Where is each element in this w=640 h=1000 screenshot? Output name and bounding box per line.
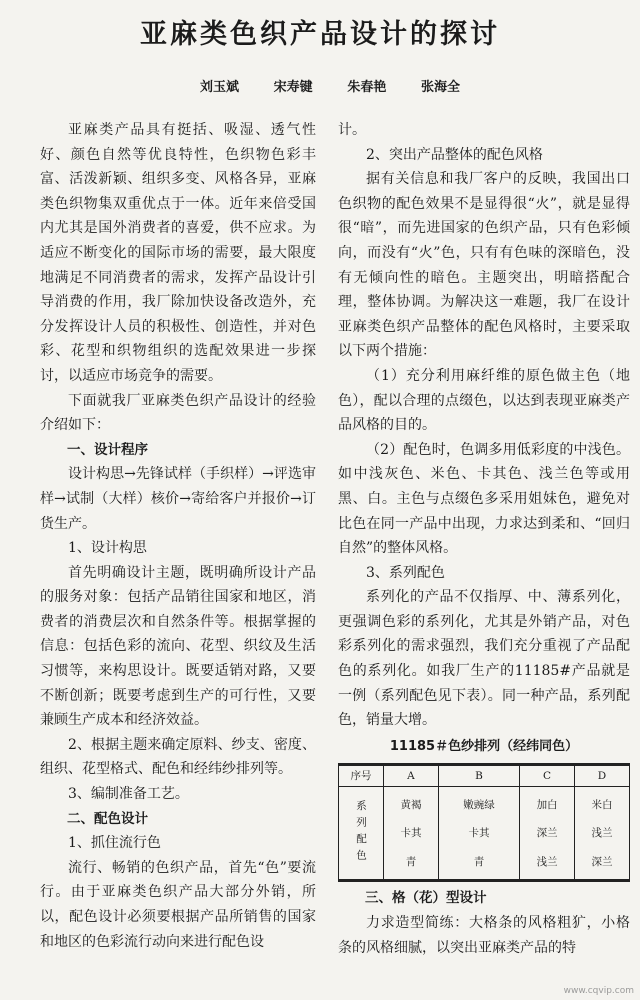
article-title: 亚麻类色织产品设计的探讨 (140, 19, 500, 50)
author-list (200, 76, 460, 95)
paragraph: 2、突出产品整体的配色风格 (366, 146, 543, 163)
paragraph: 据有关信息和我厂客户的反映，我国出口色织物的配色效果不是显得很“火”，就是显得很“暗”，而先进国家的色织产品，只有色彩倾向，而没有“火”色，只有有色味的深暗色，没有无倾向性的暗色。主题突出，明暗搭配合理，整体协调。为解决这一难题，我厂在设计亚麻类色织产品整体的配色风格时，主要采取以下两个措施： (338, 171, 630, 360)
paragraph: 亚麻类产品具有挺括、吸湿、透气性好、颜色自然等优良特性，色织物色彩丰富、活泼新颖、组织多变、风格各异，亚麻类色织物集双重优点于一体。近年来倍受国内尤其是国外消费者的喜爱，供不应求。为适应不断变化的国际市场的需要，最大限度地满足不同消费者的需求，发挥产品设计引导消费的作用，我厂除加快设备改造外，充分发挥设计人员的积极性、创造性，并对色彩、花型和织物组织的选配效果进一步探讨，以适应市场竞争的需要。 (40, 122, 316, 384)
table-row (339, 787, 630, 880)
paragraph: 首先明确设计主题，既明确所设计产品的服务对象：包括产品销往国家和地区，消费者的消费层次和自然条件等。根据掌握的信息：包括色彩的流向、花型、织纹及生活习惯等，来构思设计。既要适销对路，又要不断创新；既要考虑到生产的可行性，又要兼顾生产成本和经济效益。 (40, 564, 316, 729)
paragraph: （2）配色时，色调多用低彩度的中浅色。如中浅灰色、米色、卡其色、浅兰色等或用黑、白。主色与点缀色多采用姐妹色，避免对比色在同一产品中出现，力求达到柔和、“回归自然”的整体风格。 (338, 441, 630, 557)
left-column (40, 118, 316, 954)
table-cell: 加白 (536, 798, 558, 811)
paragraph: 系列化的产品不仅指厚、中、薄系列化，更强调色彩的系列化，尤其是外销产品，对色彩系列化的需求强烈，我们充分重视了产品配色的系列化。如我厂生产的11185#产品就是一例（系列配色见下表）。同一种产品，系列配色，销量大增。 (338, 589, 630, 729)
table-header: D (575, 766, 630, 787)
table-header: 序号 (339, 766, 384, 787)
table-cell: 青 (473, 856, 485, 869)
paragraph: 力求造型简练：大格条的风格粗犷，小格条的风格细腻，以突出亚麻类产品的特 (338, 915, 630, 956)
table-cell: 嫩豌绿 (463, 798, 495, 811)
paragraph: 3、编制准备工艺。 (68, 786, 189, 803)
author-name: 刘玉斌 (200, 80, 240, 95)
author-name: 朱春艳 (347, 80, 387, 95)
author-name: 宋寿键 (273, 80, 313, 95)
paragraph: 1、抓住流行色 (68, 835, 161, 852)
paragraph: 3、系列配色 (366, 564, 445, 581)
table-cell: 浅兰 (591, 827, 613, 840)
table-cell: 卡其 (468, 827, 490, 840)
table-header: B (438, 766, 519, 787)
paragraph: 1、设计构思 (68, 540, 147, 557)
paragraph: 下面就我厂亚麻类色织产品设计的经验介绍如下： (40, 392, 316, 434)
section-heading: 二、配色设计 (67, 810, 148, 827)
paragraph: 计。 (338, 122, 366, 138)
right-column-continuation (338, 886, 630, 960)
yarn-table (338, 763, 630, 882)
table-cell: 米白 (591, 798, 613, 811)
table-cell: 卡其 (400, 827, 422, 840)
table-cell: 深兰 (536, 827, 558, 840)
table-title: 11185＃色纱排列（经纬同色） (389, 738, 579, 754)
row-label: 系列配色 (355, 800, 367, 867)
paragraph: 流行、畅销的色织产品，首先“色”要流行。由于亚麻类色织产品大部分外销，所以，配色设计必须要根据产品所销售的国家和地区的色彩流行动向来进行配色设 (40, 859, 316, 950)
paragraph: （1）充分利用麻纤维的原色做主色（地色），配以合理的点缀色，以达到表现亚麻类产品风格的目的。 (338, 367, 630, 434)
table-cell: 青 (405, 856, 417, 869)
paragraph: 设计构思→先锋试样（手织样）→评选审样→试制（大样）核价→寄给客户并报价→订货生产。 (40, 466, 316, 532)
table-cell: 深兰 (591, 856, 613, 869)
watermark: www.cqvip.com (563, 986, 634, 996)
table-header: A (384, 766, 439, 787)
right-column (338, 118, 630, 960)
table-cell: 浅兰 (536, 856, 558, 869)
table-cell: 黄褐 (400, 798, 422, 811)
section-heading: 一、设计程序 (67, 441, 148, 458)
author-name: 张海全 (420, 80, 460, 95)
section-heading: 三、格（花）型设计 (365, 890, 487, 907)
table-header: C (520, 766, 575, 787)
right-column-body (338, 118, 630, 733)
paragraph: 2、根据主题来确定原料、纱支、密度、组织、花型格式、配色和经纬纱排列等。 (40, 736, 316, 778)
